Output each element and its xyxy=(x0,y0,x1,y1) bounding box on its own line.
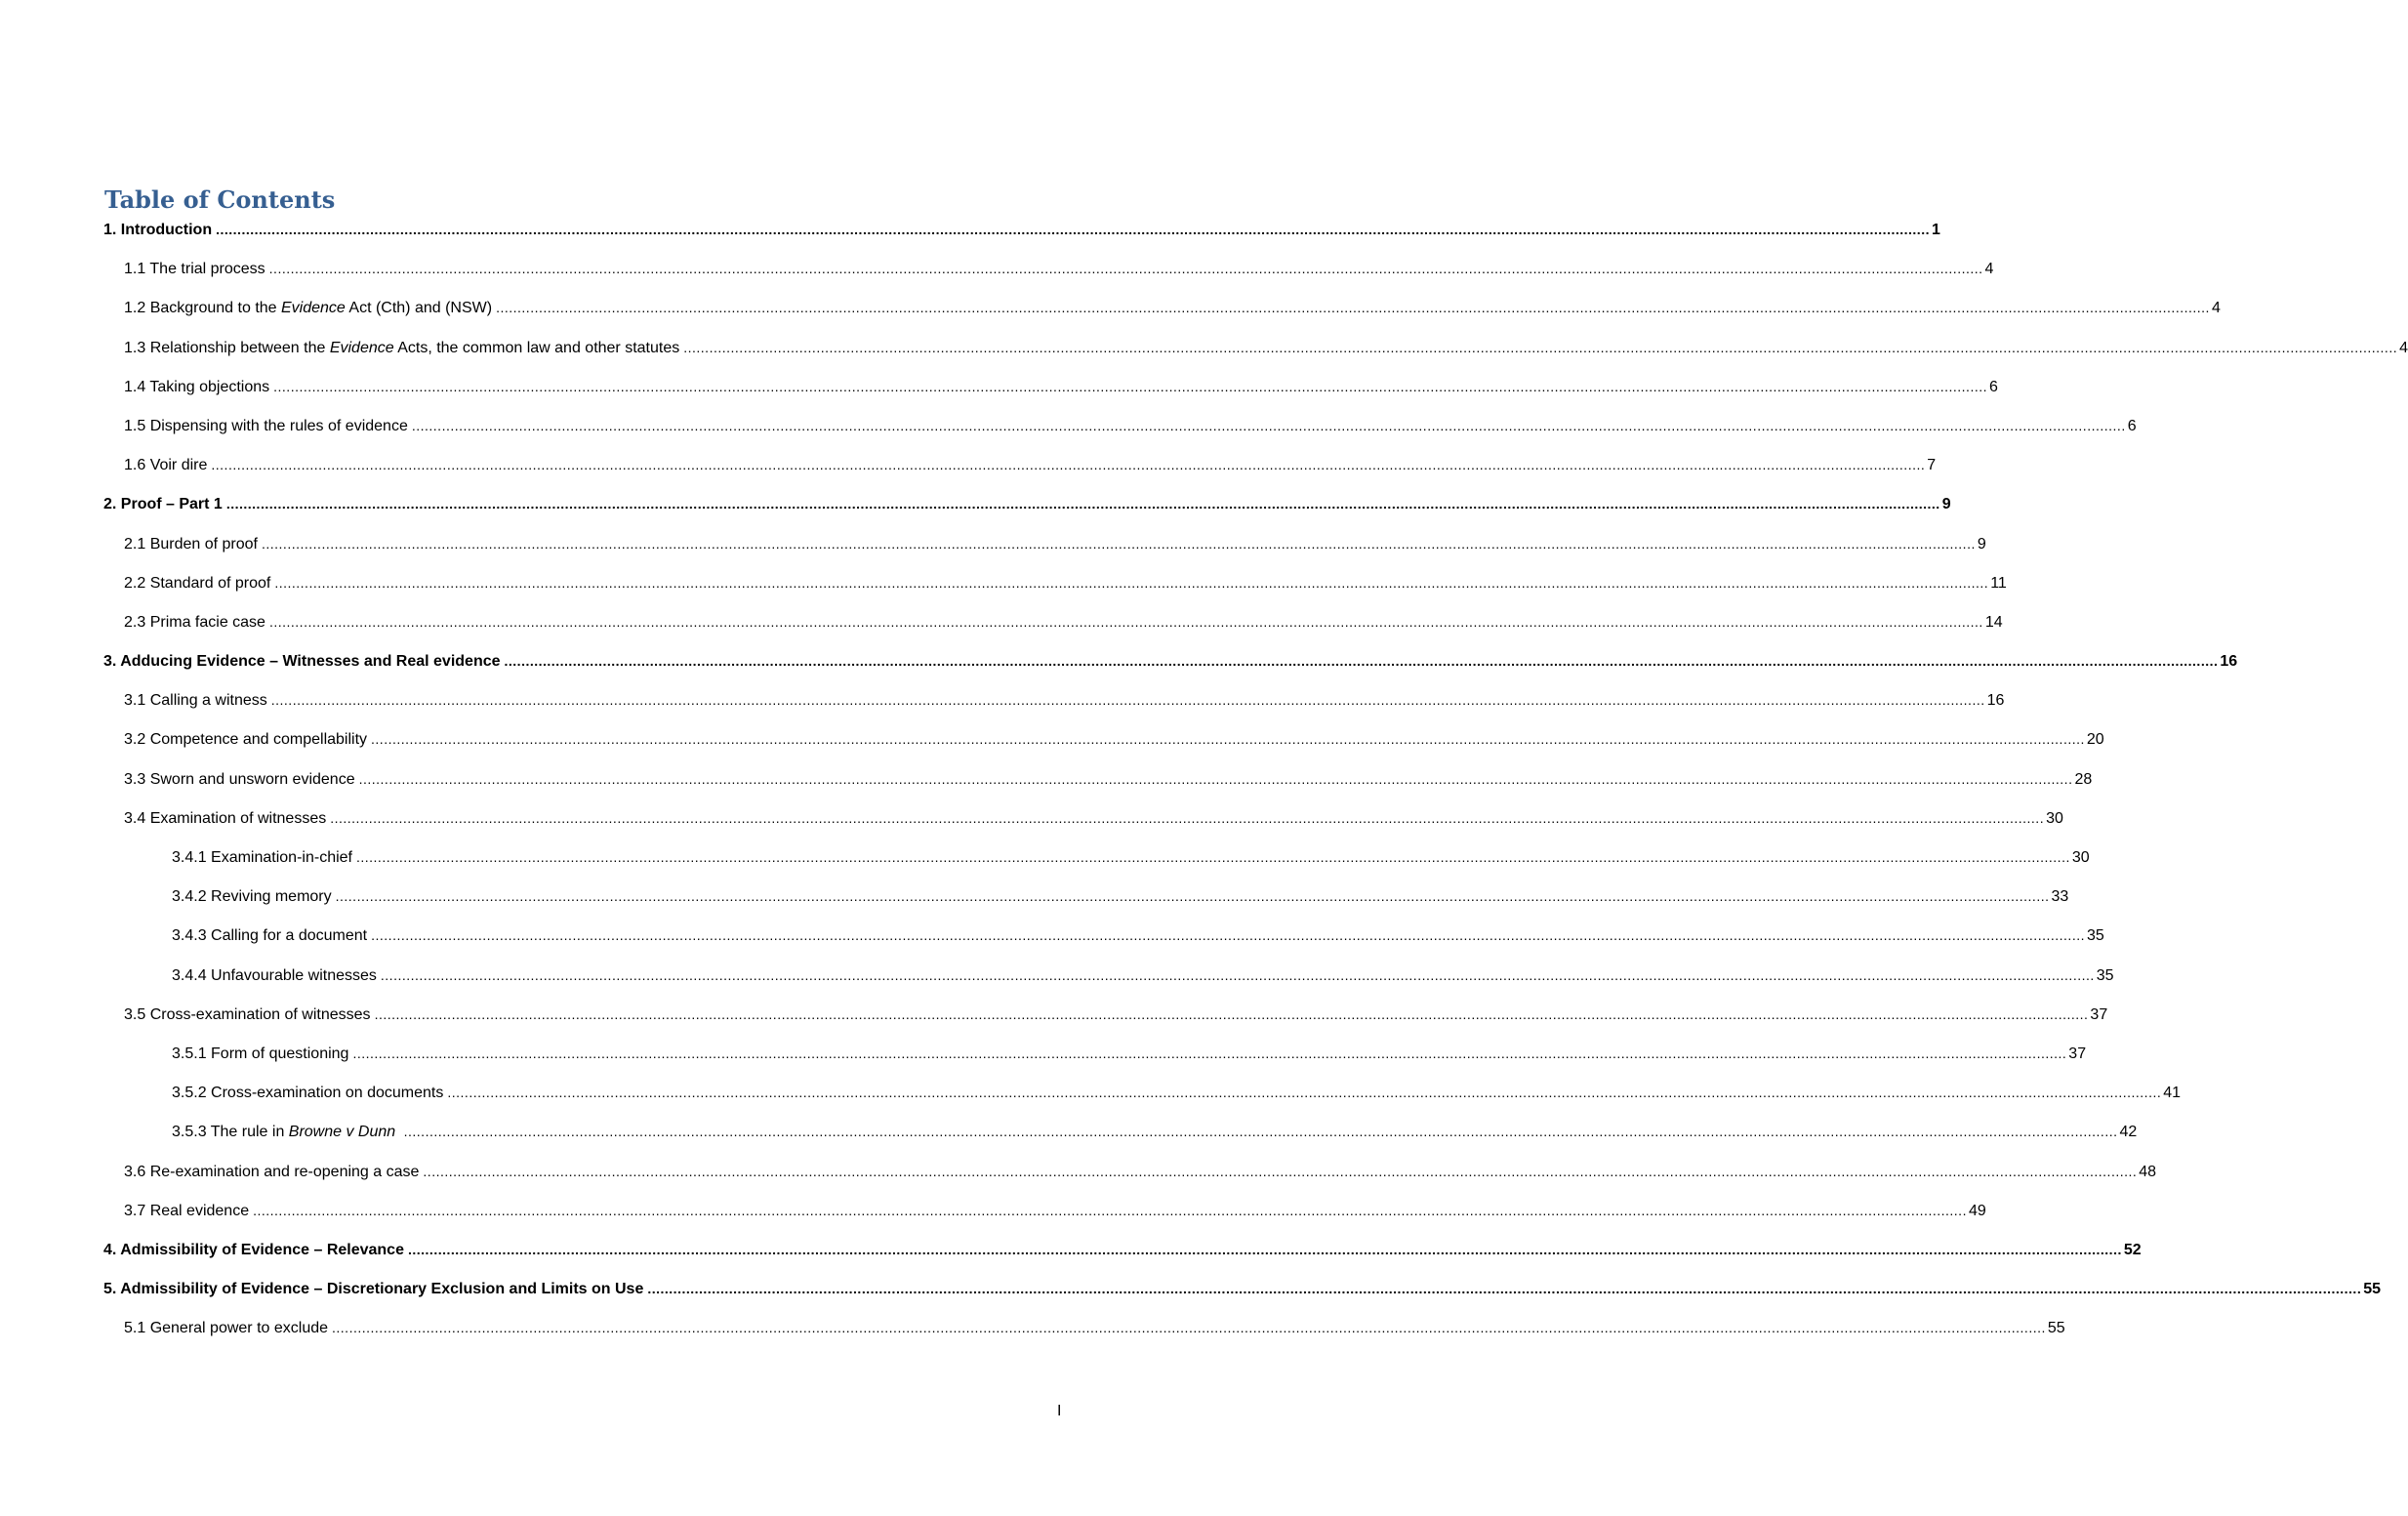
toc-dot-leader: ................................................................................................................................................................................................................................................................................................................................................................................................................ xyxy=(423,1163,2138,1179)
toc-dot-leader: ................................................................................................................................................................................................................................................................................................................................................................................................................ xyxy=(268,261,1983,277)
toc-entry[interactable] xyxy=(0,768,2093,807)
toc-entry-title: 3.2 Competence and compellability xyxy=(124,731,368,749)
toc-entry-row xyxy=(103,496,1951,519)
toc-dot-leader: ................................................................................................................................................................................................................................................................................................................................................................................................................ xyxy=(225,496,1940,512)
toc-entry[interactable] xyxy=(0,1161,2157,1200)
toc-entry-row xyxy=(172,888,2069,912)
toc-entry-row xyxy=(103,653,2238,676)
toc-entry-title: 2.2 Standard of proof xyxy=(124,574,271,592)
toc-dot-leader: ................................................................................................................................................................................................................................................................................................................................................................................................................ xyxy=(352,1045,2067,1061)
toc-entry[interactable] xyxy=(0,689,2005,728)
toc-entry-page-number: 4 xyxy=(2211,300,2221,317)
toc-entry-page-number: 42 xyxy=(2119,1124,2138,1141)
toc-entry-page-number: 16 xyxy=(2220,653,2238,671)
page-number: I xyxy=(1057,1403,1062,1419)
toc-entry-page-number: 28 xyxy=(2074,770,2093,788)
toc-entry-title-italic: Evidence xyxy=(281,300,346,317)
toc-entry-page-number: 9 xyxy=(1977,535,1986,553)
toc-entry-title: 3.5 Cross-examination of witnesses xyxy=(124,1005,371,1023)
toc-entry[interactable] xyxy=(0,337,2408,376)
toc-entry-page-number: 1 xyxy=(1931,222,1940,238)
toc-entry-row xyxy=(172,927,2104,951)
toc-dot-leader: ................................................................................................................................................................................................................................................................................................................................................................................................................ xyxy=(355,849,2070,865)
toc-entry-row xyxy=(172,849,2090,873)
toc-entry-title: 2. Proof – Part 1 xyxy=(103,496,223,513)
toc-entry-page-number: 49 xyxy=(1968,1202,1986,1219)
toc-dot-leader: ................................................................................................................................................................................................................................................................................................................................................................................................................ xyxy=(270,692,1985,709)
toc-entry-page-number: 20 xyxy=(2086,731,2104,749)
toc-entry-page-number: 33 xyxy=(2051,888,2069,906)
toc-entry[interactable] xyxy=(0,219,1940,258)
toc-entry[interactable] xyxy=(0,964,2114,1004)
toc-entry[interactable] xyxy=(0,493,1951,532)
toc-entry-row xyxy=(124,1005,2108,1030)
toc-entry[interactable] xyxy=(0,415,2137,454)
toc-entry-row xyxy=(103,1281,2381,1304)
toc-dot-leader: ................................................................................................................................................................................................................................................................................................................................................................................................................ xyxy=(447,1085,2162,1101)
toc-entry-page-number: 35 xyxy=(2086,927,2104,945)
toc-entry-title: 3.4.1 Examination-in-chief xyxy=(172,849,352,866)
toc-entry-page-number: 55 xyxy=(2047,1320,2065,1337)
toc-entry-title-post: Act (Cth) and (NSW) xyxy=(345,300,493,317)
toc-dot-leader: ................................................................................................................................................................................................................................................................................................................................................................................................................ xyxy=(335,888,2050,905)
toc-entry[interactable] xyxy=(0,1239,2142,1278)
toc-entry-title: 5. Admissibility of Evidence – Discretionary Exclusion and Limits on Use xyxy=(103,1281,644,1298)
toc-entry-row xyxy=(103,222,1940,245)
toc-entry[interactable] xyxy=(0,611,2003,650)
toc-entry-row xyxy=(124,574,2007,598)
toc-entry-row xyxy=(172,1124,2138,1147)
toc-entry-row xyxy=(124,692,2005,716)
toc-entry-row xyxy=(124,1202,1986,1226)
toc-entry[interactable] xyxy=(0,924,2104,963)
toc-entry-title xyxy=(124,340,679,357)
toc-entry[interactable] xyxy=(0,846,2090,885)
toc-title: Table of Contents xyxy=(104,185,336,214)
toc-entry-title: 3.7 Real evidence xyxy=(124,1202,250,1219)
toc-dot-leader: ................................................................................................................................................................................................................................................................................................................................................................................................................ xyxy=(504,653,2219,670)
toc-dot-leader: ................................................................................................................................................................................................................................................................................................................................................................................................................ xyxy=(683,339,2398,355)
toc-entry-title: 3. Adducing Evidence – Witnesses and Real evidence xyxy=(103,653,501,671)
toc-entry-title: 3.4.3 Calling for a document xyxy=(172,927,368,945)
toc-entry-title: 1.6 Voir dire xyxy=(124,457,208,474)
toc-dot-leader: ................................................................................................................................................................................................................................................................................................................................................................................................................ xyxy=(411,417,2126,433)
toc-dot-leader: ................................................................................................................................................................................................................................................................................................................................................................................................................ xyxy=(273,378,1987,394)
toc-entry-page-number: 55 xyxy=(2363,1281,2381,1298)
toc-entry-row xyxy=(172,1085,2182,1108)
toc-dot-leader: ................................................................................................................................................................................................................................................................................................................................................................................................................ xyxy=(403,1124,2118,1140)
toc-entry-title-post: Acts, the common law and other statutes xyxy=(393,339,680,356)
toc-entry[interactable] xyxy=(0,1004,2108,1043)
toc-entry[interactable] xyxy=(0,1043,2087,1082)
toc-entry-title xyxy=(172,1124,400,1141)
toc-entry-page-number: 6 xyxy=(2127,417,2137,434)
toc-entry[interactable] xyxy=(0,1121,2138,1160)
toc-entry-page-number: 48 xyxy=(2139,1163,2157,1180)
toc-entry-title xyxy=(124,300,492,317)
toc-entry-row xyxy=(124,378,1998,402)
toc-dot-leader: ................................................................................................................................................................................................................................................................................................................................................................................................................ xyxy=(374,1005,2089,1022)
toc-entry-page-number: 30 xyxy=(2071,849,2090,866)
toc-dot-leader: ................................................................................................................................................................................................................................................................................................................................................................................................................ xyxy=(268,613,1983,630)
toc-entry-title-italic: Browne v Dunn xyxy=(288,1124,396,1141)
toc-entry-row xyxy=(124,535,1986,559)
toc-entry-title-pre: 1.2 Background to the xyxy=(124,300,281,317)
toc-entry[interactable] xyxy=(0,807,2063,846)
toc-entry-page-number: 9 xyxy=(1941,496,1951,513)
toc-dot-leader: ................................................................................................................................................................................................................................................................................................................................................................................................................ xyxy=(253,1202,1967,1218)
toc-entry-row xyxy=(124,770,2093,795)
toc-entry-row xyxy=(124,417,2137,441)
toc-entry-title: 1. Introduction xyxy=(103,222,213,238)
toc-entry-page-number: 52 xyxy=(2123,1241,2142,1258)
toc-dot-leader: ................................................................................................................................................................................................................................................................................................................................................................................................................ xyxy=(332,1320,2046,1336)
toc-entry-row xyxy=(124,809,2063,834)
toc-entry-title: 3.3 Sworn and unsworn evidence xyxy=(124,770,355,788)
toc-entry-row xyxy=(124,457,1937,480)
toc-entry-row xyxy=(124,261,1994,284)
toc-dot-leader: ................................................................................................................................................................................................................................................................................................................................................................................................................ xyxy=(261,535,1976,552)
toc-dot-leader: ................................................................................................................................................................................................................................................................................................................................................................................................................ xyxy=(496,300,2210,316)
toc-entry-title: 4. Admissibility of Evidence – Relevance xyxy=(103,1241,404,1258)
toc-dot-leader: ................................................................................................................................................................................................................................................................................................................................................................................................................ xyxy=(211,457,1926,473)
toc-dot-leader: ................................................................................................................................................................................................................................................................................................................................................................................................................ xyxy=(380,966,2095,983)
toc-entry-page-number: 4 xyxy=(2399,339,2408,356)
toc-dot-leader: ................................................................................................................................................................................................................................................................................................................................................................................................................ xyxy=(647,1281,2362,1297)
toc-entry-page-number: 37 xyxy=(2068,1045,2087,1062)
toc-dot-leader: ................................................................................................................................................................................................................................................................................................................................................................................................................ xyxy=(371,927,2085,944)
toc-entry-page-number: 16 xyxy=(1986,692,2005,710)
toc-entry[interactable] xyxy=(0,533,1986,572)
toc-entry[interactable] xyxy=(0,885,2069,924)
toc-entry-title: 1.5 Dispensing with the rules of evidence xyxy=(124,417,408,434)
toc-entry-row xyxy=(124,1320,2065,1343)
toc-dot-leader: ................................................................................................................................................................................................................................................................................................................................................................................................................ xyxy=(274,574,1989,591)
toc-entry[interactable] xyxy=(0,376,1998,415)
toc-entry-page-number: 37 xyxy=(2090,1005,2108,1023)
toc-dot-leader: ................................................................................................................................................................................................................................................................................................................................................................................................................ xyxy=(371,731,2085,748)
toc-entry[interactable] xyxy=(0,650,2238,689)
toc-entry-title: 3.1 Calling a witness xyxy=(124,692,267,710)
toc-entry-title: 2.1 Burden of proof xyxy=(124,535,258,553)
toc-entry-title: 3.6 Re-examination and re-opening a case xyxy=(124,1163,420,1180)
toc-entry-title: 2.3 Prima facie case xyxy=(124,613,265,631)
toc-entry-title: 1.4 Taking objections xyxy=(124,378,270,395)
toc-entry-page-number: 7 xyxy=(1927,457,1937,474)
toc-entry-title: 3.5.1 Form of questioning xyxy=(172,1045,349,1062)
toc-entry-page-number: 11 xyxy=(1990,574,2007,592)
toc-entry-title: 5.1 General power to exclude xyxy=(124,1320,329,1337)
toc-entry-title: 3.5.2 Cross-examination on documents xyxy=(172,1085,444,1102)
toc-entry-page-number: 35 xyxy=(2096,966,2114,984)
toc-entry-page-number: 6 xyxy=(1989,378,1998,395)
toc-dot-leader: ................................................................................................................................................................................................................................................................................................................................................................................................................ xyxy=(358,770,2073,787)
toc-entry[interactable] xyxy=(0,1278,2381,1317)
toc-entry-row xyxy=(124,731,2104,755)
toc-entry[interactable] xyxy=(0,1082,2182,1121)
toc-entry[interactable] xyxy=(0,454,1937,493)
toc-entry-page-number: 30 xyxy=(2046,809,2063,827)
toc-dot-leader: ................................................................................................................................................................................................................................................................................................................................................................................................................ xyxy=(216,222,1930,237)
toc-entry-title-pre: 1.3 Relationship between the xyxy=(124,339,330,356)
toc-entry[interactable] xyxy=(0,258,1994,297)
toc-entry-title: 1.1 The trial process xyxy=(124,261,265,278)
toc-entry[interactable] xyxy=(0,1317,2065,1356)
toc-entry[interactable] xyxy=(0,297,2221,336)
toc-entry-title: 3.4.2 Reviving memory xyxy=(172,888,332,906)
toc-entry-title-post xyxy=(395,1124,399,1140)
toc-entry-row xyxy=(124,613,2003,637)
toc-list xyxy=(0,219,2408,1356)
toc-entry[interactable] xyxy=(0,1200,1986,1239)
toc-entry-row xyxy=(172,1045,2087,1069)
toc-entry-page-number: 41 xyxy=(2163,1085,2182,1102)
toc-entry-title-pre: 3.5.3 The rule in xyxy=(172,1124,289,1141)
toc-entry[interactable] xyxy=(0,728,2104,767)
toc-entry-title: 3.4.4 Unfavourable witnesses xyxy=(172,966,377,984)
toc-entry-row xyxy=(124,339,2408,363)
toc-entry-row xyxy=(172,966,2114,991)
toc-entry-title: 3.4 Examination of witnesses xyxy=(124,809,327,827)
toc-entry-page-number: 14 xyxy=(1984,613,2003,631)
toc-entry[interactable] xyxy=(0,572,2007,611)
toc-entry-page-number: 4 xyxy=(1984,261,1994,278)
toc-entry-row xyxy=(124,1163,2157,1187)
toc-entry-row xyxy=(124,300,2221,323)
toc-dot-leader: ................................................................................................................................................................................................................................................................................................................................................................................................................ xyxy=(407,1241,2122,1257)
toc-entry-row xyxy=(103,1241,2142,1265)
toc-dot-leader: ................................................................................................................................................................................................................................................................................................................................................................................................................ xyxy=(330,809,2045,826)
toc-entry-title-italic: Evidence xyxy=(329,339,394,356)
